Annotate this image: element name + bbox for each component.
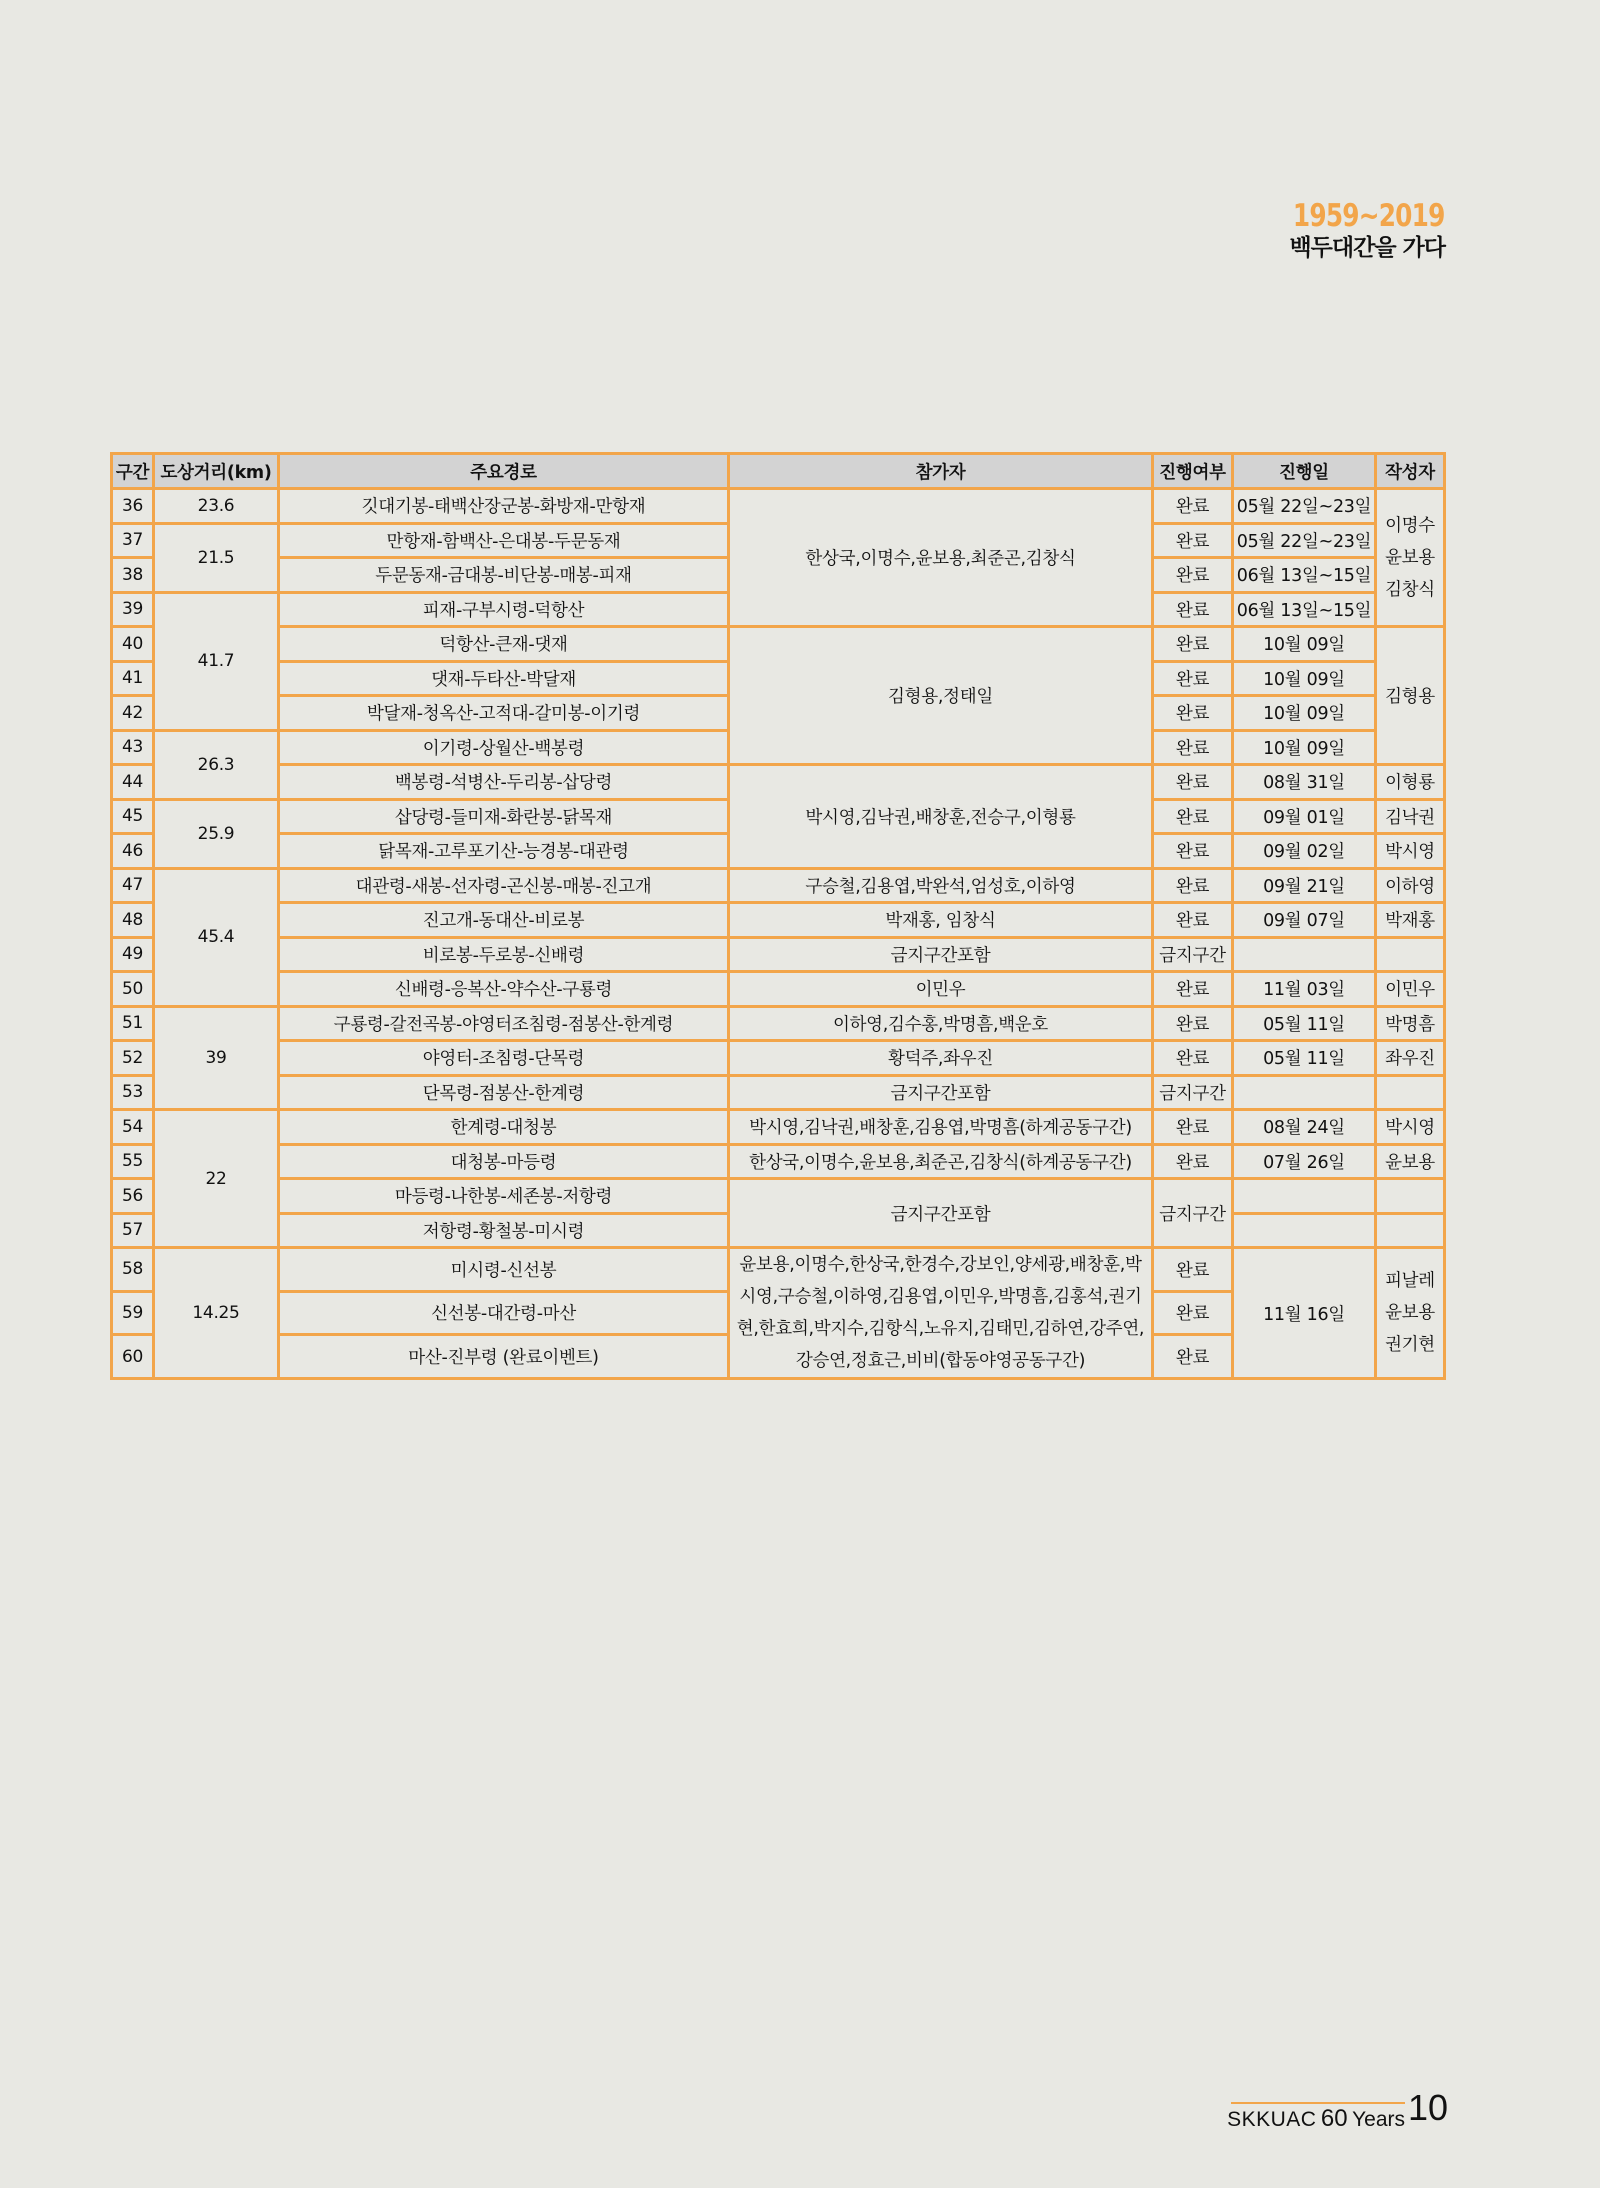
section-cell: 56 <box>112 1179 154 1214</box>
section-cell: 47 <box>112 868 154 903</box>
route-cell: 이기령-상월산-백봉령 <box>279 730 729 765</box>
table-row <box>112 1179 1445 1214</box>
status-cell: 금지구간 <box>1153 937 1233 972</box>
status-cell: 완료 <box>1153 1291 1233 1335</box>
status-cell: 완료 <box>1153 661 1233 696</box>
section-cell: 57 <box>112 1213 154 1248</box>
footer-rule <box>1231 2102 1405 2104</box>
status-cell: 금지구간 <box>1153 1179 1233 1248</box>
date-cell: 07월 26일 <box>1233 1144 1376 1179</box>
participants-cell: 이하영,김수홍,박명흠,백운호 <box>729 1006 1153 1041</box>
section-cell: 39 <box>112 592 154 627</box>
table-row <box>112 627 1445 662</box>
header-cell-section: 구간 <box>112 454 154 489</box>
section-cell: 36 <box>112 489 154 524</box>
route-cell: 백봉령-석병산-두리봉-삽당령 <box>279 765 729 800</box>
section-cell: 51 <box>112 1006 154 1041</box>
status-cell: 완료 <box>1153 1335 1233 1379</box>
date-cell: 05월 22일~23일 <box>1233 523 1376 558</box>
distance-cell: 14.25 <box>154 1248 279 1379</box>
route-cell: 삽당령-들미재-화란봉-닭목재 <box>279 799 729 834</box>
route-cell: 깃대기봉-태백산장군봉-화방재-만항재 <box>279 489 729 524</box>
author-cell <box>1376 937 1445 972</box>
section-cell: 60 <box>112 1335 154 1379</box>
header-years: 1959~2019 <box>1293 198 1445 234</box>
participants-cell: 금지구간포함 <box>729 937 1153 972</box>
section-cell: 43 <box>112 730 154 765</box>
author-cell: 좌우진 <box>1376 1041 1445 1076</box>
status-cell: 완료 <box>1153 489 1233 524</box>
route-cell: 구룡령-갈전곡봉-야영터조침령-점봉산-한계령 <box>279 1006 729 1041</box>
section-cell: 58 <box>112 1248 154 1292</box>
header-cell-author: 작성자 <box>1376 454 1445 489</box>
distance-cell: 45.4 <box>154 868 279 1006</box>
section-cell: 37 <box>112 523 154 558</box>
author-cell: 이형룡 <box>1376 765 1445 800</box>
date-cell: 08월 31일 <box>1233 765 1376 800</box>
section-cell: 55 <box>112 1144 154 1179</box>
date-cell: 09월 02일 <box>1233 834 1376 869</box>
distance-cell: 23.6 <box>154 489 279 524</box>
footer-sixty: 60 <box>1320 2105 1348 2132</box>
distance-cell: 26.3 <box>154 730 279 799</box>
participants-cell: 이민우 <box>729 972 1153 1007</box>
date-cell: 05월 11일 <box>1233 1041 1376 1076</box>
date-cell: 06월 13일~15일 <box>1233 558 1376 593</box>
participants-cell: 금지구간포함 <box>729 1179 1153 1248</box>
section-cell: 53 <box>112 1075 154 1110</box>
page-number: 10 <box>1408 2087 1449 2128</box>
participants-cell: 박시영,김낙권,배창훈,전승구,이형룡 <box>729 765 1153 869</box>
route-table <box>110 452 1446 1380</box>
header-cell-route: 주요경로 <box>279 454 729 489</box>
table-row <box>112 972 1445 1007</box>
date-cell: 05월 11일 <box>1233 1006 1376 1041</box>
author-cell: 박명흠 <box>1376 1006 1445 1041</box>
table-row <box>112 489 1445 524</box>
section-cell: 45 <box>112 799 154 834</box>
status-cell: 완료 <box>1153 730 1233 765</box>
route-cell: 박달재-청옥산-고적대-갈미봉-이기령 <box>279 696 729 731</box>
participants-cell: 윤보용,이명수,한상국,한경수,강보인,양세광,배창훈,박시영,구승철,이하영,김용엽,이민우,박명흠,김홍석,권기현,한효희,박지수,김항식,노유지,김태민,김하연,강주연,강승연,정효근,비비(합동야영공동구간) <box>729 1248 1153 1379</box>
footer-brand: SKKUAC <box>1227 2108 1317 2131</box>
date-cell: 11월 03일 <box>1233 972 1376 1007</box>
route-cell: 마등령-나한봉-세존봉-저항령 <box>279 1179 729 1214</box>
status-cell: 금지구간 <box>1153 1075 1233 1110</box>
section-cell: 42 <box>112 696 154 731</box>
table-row <box>112 868 1445 903</box>
date-cell: 10월 09일 <box>1233 661 1376 696</box>
route-cell: 대관령-새봉-선자령-곤신봉-매봉-진고개 <box>279 868 729 903</box>
date-cell: 10월 09일 <box>1233 696 1376 731</box>
status-cell: 완료 <box>1153 1144 1233 1179</box>
table-row <box>112 1248 1445 1292</box>
table-row <box>112 903 1445 938</box>
date-cell: 11월 16일 <box>1233 1248 1376 1379</box>
date-cell <box>1233 937 1376 972</box>
date-cell: 06월 13일~15일 <box>1233 592 1376 627</box>
author-cell: 박시영 <box>1376 834 1445 869</box>
section-cell: 54 <box>112 1110 154 1145</box>
date-cell: 10월 09일 <box>1233 627 1376 662</box>
route-cell: 피재-구부시령-덕항산 <box>279 592 729 627</box>
section-cell: 46 <box>112 834 154 869</box>
section-cell: 48 <box>112 903 154 938</box>
route-cell: 미시령-신선봉 <box>279 1248 729 1292</box>
status-cell: 완료 <box>1153 972 1233 1007</box>
participants-cell: 박재홍, 임창식 <box>729 903 1153 938</box>
route-cell: 한계령-대청봉 <box>279 1110 729 1145</box>
participants-cell: 한상국,이명수,윤보용,최준곤,김창식 <box>729 489 1153 627</box>
author-cell: 김형용 <box>1376 627 1445 765</box>
route-cell: 단목령-점봉산-한계령 <box>279 1075 729 1110</box>
date-cell: 09월 21일 <box>1233 868 1376 903</box>
status-cell: 완료 <box>1153 765 1233 800</box>
author-cell: 윤보용 <box>1376 1144 1445 1179</box>
author-cell: 피날레 윤보용 권기현 <box>1376 1248 1445 1379</box>
distance-cell: 25.9 <box>154 799 279 868</box>
route-cell: 덕항산-큰재-댓재 <box>279 627 729 662</box>
author-cell: 김낙권 <box>1376 799 1445 834</box>
status-cell: 완료 <box>1153 558 1233 593</box>
section-cell: 44 <box>112 765 154 800</box>
status-cell: 완료 <box>1153 903 1233 938</box>
distance-cell: 22 <box>154 1110 279 1248</box>
status-cell: 완료 <box>1153 1110 1233 1145</box>
author-cell: 박시영 <box>1376 1110 1445 1145</box>
date-cell: 09월 07일 <box>1233 903 1376 938</box>
status-cell: 완료 <box>1153 799 1233 834</box>
author-cell: 이민우 <box>1376 972 1445 1007</box>
date-cell <box>1233 1075 1376 1110</box>
date-cell <box>1233 1179 1376 1214</box>
route-cell: 마산-진부령 (완료이벤트) <box>279 1335 729 1379</box>
header-cell-status: 진행여부 <box>1153 454 1233 489</box>
table-row <box>112 1075 1445 1110</box>
route-cell: 저항령-황철봉-미시령 <box>279 1213 729 1248</box>
status-cell: 완료 <box>1153 627 1233 662</box>
distance-cell: 41.7 <box>154 592 279 730</box>
author-cell: 이하영 <box>1376 868 1445 903</box>
table-row <box>112 1041 1445 1076</box>
date-cell: 08월 24일 <box>1233 1110 1376 1145</box>
participants-cell: 황덕주,좌우진 <box>729 1041 1153 1076</box>
participants-cell: 박시영,김낙권,배창훈,김용엽,박명흠(하계공동구간) <box>729 1110 1153 1145</box>
header-cell-participants: 참가자 <box>729 454 1153 489</box>
distance-cell: 21.5 <box>154 523 279 592</box>
table-row <box>112 937 1445 972</box>
author-cell: 박재홍 <box>1376 903 1445 938</box>
section-cell: 59 <box>112 1291 154 1335</box>
header-cell-distance: 도상거리(km) <box>154 454 279 489</box>
route-cell: 두문동재-금대봉-비단봉-매봉-피재 <box>279 558 729 593</box>
distance-cell: 39 <box>154 1006 279 1110</box>
participants-cell: 금지구간포함 <box>729 1075 1153 1110</box>
status-cell: 완료 <box>1153 592 1233 627</box>
section-cell: 41 <box>112 661 154 696</box>
route-cell: 만항재-함백산-은대봉-두문동재 <box>279 523 729 558</box>
section-cell: 38 <box>112 558 154 593</box>
table-row <box>112 1006 1445 1041</box>
section-cell: 50 <box>112 972 154 1007</box>
participants-cell: 한상국,이명수,윤보용,최준곤,김창식(하계공동구간) <box>729 1144 1153 1179</box>
route-cell: 신배령-응복산-약수산-구룡령 <box>279 972 729 1007</box>
status-cell: 완료 <box>1153 523 1233 558</box>
section-cell: 49 <box>112 937 154 972</box>
status-cell: 완료 <box>1153 834 1233 869</box>
section-cell: 52 <box>112 1041 154 1076</box>
header-subtitle: 백두대간을 가다 <box>1289 235 1445 261</box>
table-header-row <box>112 454 1445 489</box>
status-cell: 완료 <box>1153 1248 1233 1292</box>
author-cell <box>1376 1213 1445 1248</box>
route-cell: 신선봉-대간령-마산 <box>279 1291 729 1335</box>
table-row <box>112 765 1445 800</box>
route-cell: 댓재-두타산-박달재 <box>279 661 729 696</box>
table-row <box>112 1144 1445 1179</box>
date-cell: 05월 22일~23일 <box>1233 489 1376 524</box>
route-cell: 야영터-조침령-단목령 <box>279 1041 729 1076</box>
footer-years: Years <box>1352 2108 1405 2131</box>
footer-brand-line <box>1227 2105 1405 2133</box>
participants-cell: 김형용,정태일 <box>729 627 1153 765</box>
status-cell: 완료 <box>1153 1006 1233 1041</box>
author-cell <box>1376 1075 1445 1110</box>
route-cell: 닭목재-고루포기산-능경봉-대관령 <box>279 834 729 869</box>
section-cell: 40 <box>112 627 154 662</box>
author-cell: 이명수 윤보용 김창식 <box>1376 489 1445 627</box>
route-cell: 대청봉-마등령 <box>279 1144 729 1179</box>
date-cell: 10월 09일 <box>1233 730 1376 765</box>
status-cell: 완료 <box>1153 1041 1233 1076</box>
status-cell: 완료 <box>1153 868 1233 903</box>
route-cell: 진고개-동대산-비로봉 <box>279 903 729 938</box>
header-cell-date: 진행일 <box>1233 454 1376 489</box>
table-row <box>112 1110 1445 1145</box>
page-header <box>1255 198 1445 262</box>
date-cell: 09월 01일 <box>1233 799 1376 834</box>
route-cell: 비로봉-두로봉-신배령 <box>279 937 729 972</box>
participants-cell: 구승철,김용엽,박완석,엄성호,이하영 <box>729 868 1153 903</box>
author-cell <box>1376 1179 1445 1214</box>
status-cell: 완료 <box>1153 696 1233 731</box>
date-cell <box>1233 1213 1376 1248</box>
